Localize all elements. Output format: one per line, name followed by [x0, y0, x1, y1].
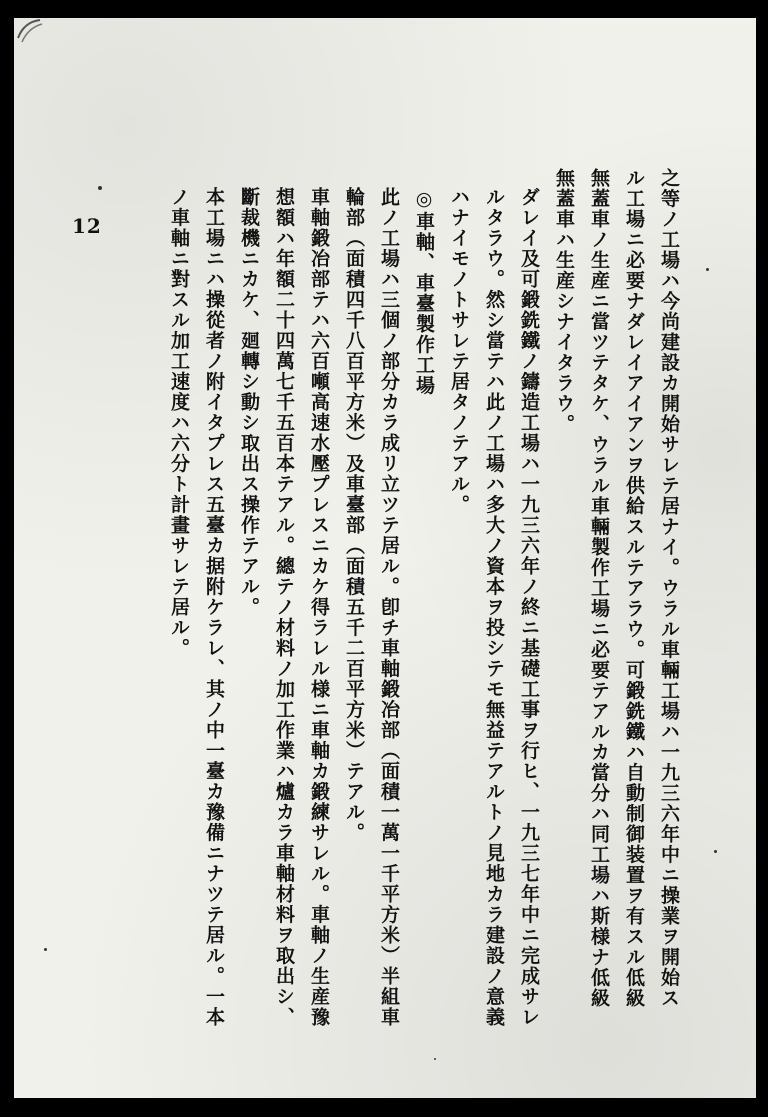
scan-speck	[98, 186, 102, 190]
page-number: 12	[72, 214, 102, 238]
section-heading: ◎車軸、車臺製作工場	[413, 188, 435, 396]
document-page	[14, 18, 756, 1098]
paragraph: ダレイ及可鍛銑鐵ノ鑄造工場ハ一九三六年ノ終ニ基礎工事ヲ行ヒ、一九三七年中ニ完成サレルタラウ。然シ當テハ此ノ工場ハ多大ノ資本ヲ投シテモ無益テアルトノ見地カラ建設ノ意義ハナイモノトサレテ居タノテアル。	[448, 187, 540, 1028]
paragraph: 之等ノ工場ハ今尚建設カ開始サレテ居ナイ。ウラル車輛工場ハ一九三六年中ニ操業ヲ開始スル工場ニ必要ナダレイアイアンヲ供給スルテアラウ。可鍛銑鐵ハ自動制御装置ヲ有スル低級無蓋車ノ生産ニ當ツテタケ、ウラル車輛製作工場ニ必要テアルカ當分ハ同工場ハ斯様ナ低級無蓋車ハ生産シナイタラウ。	[553, 168, 680, 1009]
paragraph: 車軸鍛冶部テハ六百噸高速水壓プレスニカケ得ラレル様ニ車軸カ鍛練サレル。車軸ノ生産豫想額ハ年額二十四萬七千五百本テアル。總テノ材料ノ加工作業ハ爐カラ車軸材料ヲ取出シ、斷裁機ニカケ、廻轉シ動シ取出ス操作テアル。	[238, 187, 330, 1028]
paragraph: 本工場ニハ操從者ノ附イタプレス五臺カ据附ケラレ、其ノ中一臺カ豫備ニナツテ居ル。一本ノ車軸ニ對スル加工速度ハ六分ト計畫サレテ居ル。	[168, 187, 225, 1028]
scan-speck	[714, 850, 717, 853]
vertical-text-body	[126, 168, 686, 1028]
scan-speck	[434, 1058, 436, 1060]
scan-speck	[44, 948, 47, 951]
folded-corner-icon	[16, 18, 44, 46]
scan-speck	[706, 268, 709, 271]
paragraph: 此ノ工場ハ三個ノ部分カラ成リ立ツテ居ル。卽チ車軸鍛冶部（面積一萬一千平方米）半組車輪部（面積四千八百平方米）及車臺部（面積五千二百平方米）テアル。	[343, 187, 400, 1028]
